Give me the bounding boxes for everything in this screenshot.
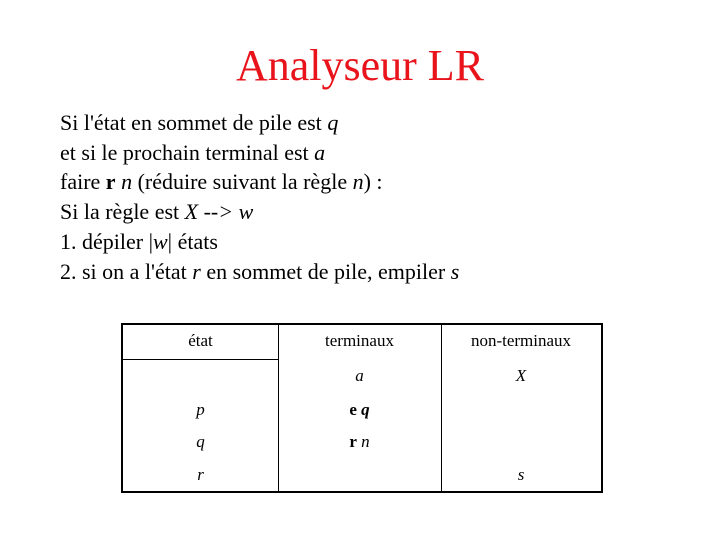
symbol-q: q (327, 110, 339, 135)
row-state: r (197, 465, 204, 484)
action-arg: n (361, 432, 370, 451)
subheader-nonterminal: X (515, 366, 527, 385)
symbol-a: a (314, 139, 326, 165)
symbol-r: r (192, 258, 201, 284)
reduce-op: r (105, 169, 116, 195)
action-cell (278, 432, 441, 452)
text: | états (167, 228, 218, 254)
explanation-text (60, 108, 459, 286)
text: Si l'état en sommet de pile est (60, 110, 328, 135)
text-line-5 (60, 227, 459, 257)
text: Si la règle est (60, 199, 185, 225)
symbol-n: n (352, 169, 364, 195)
slide-title: Analyseur LR (235, 41, 485, 90)
rule: X --> w (184, 199, 254, 225)
symbol-n: n (121, 169, 133, 195)
action-op: e (349, 400, 357, 419)
lr-parse-table (121, 323, 603, 493)
text: ) : (363, 169, 383, 195)
row-divider (123, 359, 278, 360)
symbol-s: s (450, 258, 460, 284)
text-line-4 (60, 197, 459, 227)
goto-cell: s (517, 465, 525, 484)
text-line-1 (60, 108, 459, 138)
subheader-terminal: a (355, 366, 364, 385)
action-op: r (349, 432, 357, 451)
text: faire (60, 169, 106, 195)
row-state: q (196, 432, 205, 451)
text: 2. si on a l'état (60, 258, 193, 284)
text-line-3 (60, 167, 459, 197)
text: et si le prochain terminal est (60, 139, 315, 165)
header-nonterminals: non-terminaux (470, 331, 572, 350)
text-line-2 (60, 138, 459, 168)
symbol-w: w (152, 228, 168, 254)
header-terminals: terminaux (325, 331, 394, 350)
text-line-6 (60, 257, 459, 287)
header-state: état (188, 331, 213, 350)
action-cell (278, 400, 441, 420)
text: 1. dépiler | (60, 228, 153, 254)
row-state: p (196, 400, 205, 419)
text: en sommet de pile, empiler (200, 258, 451, 284)
action-arg: q (361, 400, 370, 419)
text: (réduire suivant la règle (132, 169, 353, 195)
